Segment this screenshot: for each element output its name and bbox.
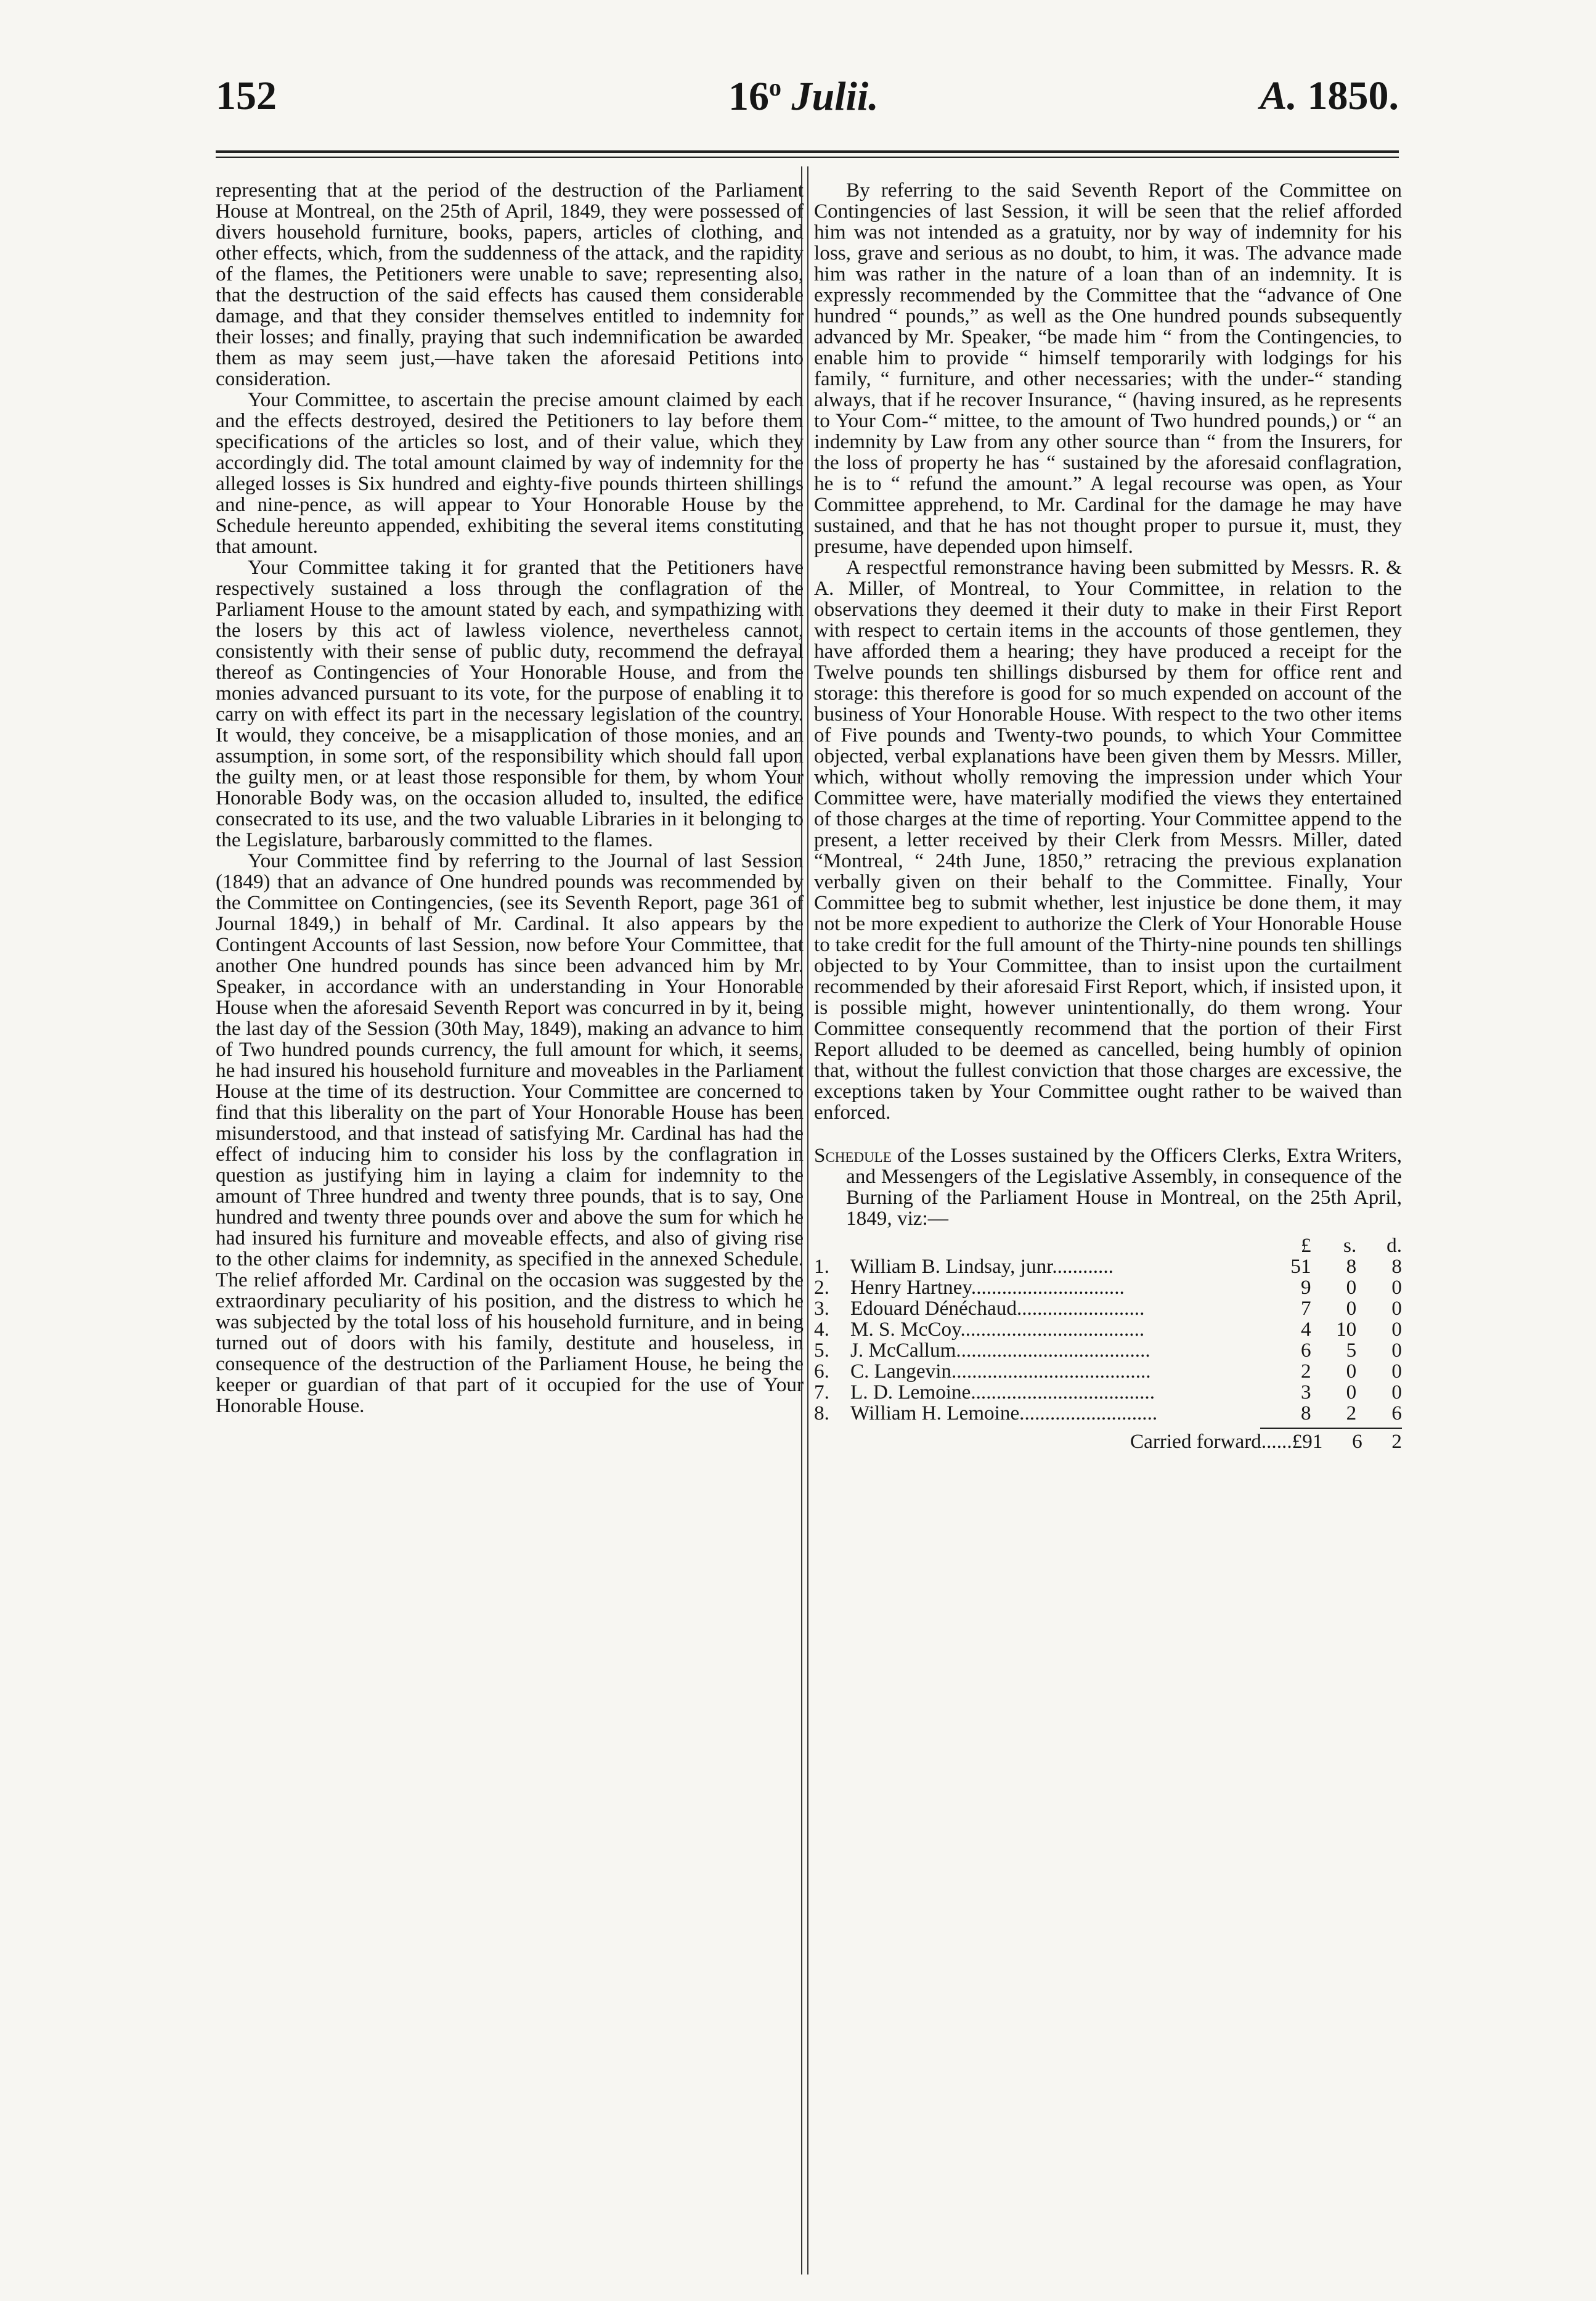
table-row: 3. Edouard Dénéchaud......................... 7 0 0 (814, 1297, 1402, 1320)
carried-forward-label: Carried forward......£91 (1130, 1430, 1323, 1453)
header-rule-thin (216, 157, 1399, 158)
page-header (216, 73, 1399, 128)
right-paragraph-1: By referring to the said Seventh Report of the Committee on Contingencies of last Session, it will be seen that the relief afforded him was not intended as a gratuity, nor by way of indemnity for his loss, grave and serious as no doubt, to him, it was. The advance made him was rather in the nature of a loan than of an indemnity. It is expressly recommended by the Committee that the “advance of One hundred “ pounds,” as well as the One hundred pounds subsequently advanced by Mr. Speaker, “be made him “ from the Contingencies, to enable him to provide “ himself temporarily with lodgings for his family, “ furniture, and other necessaries; with the under-“ standing always, that if he recover Insurance, “ (having insured, as he represents to Your Com-“ mittee, to the amount of Two hundred pounds,) or “ an indemnity by Law from any other source than “ from the Insurers, for the loss of property he has “ sustained by the aforesaid conflagration, he is to “ refund the amount.” A legal recourse was open, as Your Committee apprehend, to Mr. Cardinal for the damage he may have sustained, and that he has not thought proper to pursue it, must, they presume, have depended upon himself. (814, 179, 1402, 558)
header-rule-thick (216, 150, 1399, 153)
right-column (814, 180, 1402, 1452)
left-column (216, 180, 804, 1416)
table-row: 4. M. S. McCoy.................................... 4 10 0 (814, 1318, 1402, 1341)
schedule-caption (814, 1145, 1402, 1229)
table-row: 7. L. D. Lemoine.................................... 3 0 0 (814, 1381, 1402, 1404)
left-paragraph-2: Your Committee, to ascertain the precise amount claimed by each and the effects destroyed, desired the Petitioners to lay before them specifications of the articles so lost, and of their value, which they accordingly did. The total amount claimed by way of indemnity for the alleged losses is Six hundred and eighty-five pounds thirteen shillings and nine-pence, as will appear to Your Honorable House by the Schedule hereunto appended, exhibiting the several items constituting that amount. (216, 388, 804, 558)
date-superscript: o (769, 73, 781, 101)
left-paragraph-4: Your Committee find by referring to the Journal of last Session (1849) that an advance of One hundred pounds was recommended by the Committee on Contingencies, (see its Seventh Report, page 361 of Journal 1849,) in behalf of Mr. Cardinal. It also appears by the Contingent Accounts of last Session, now before Your Committee, that another One hundred pounds has since been advanced him by Mr. Speaker, in accordance with an understanding in Your Honorable House when the aforesaid Seventh Report was concurred in by it, being the last day of the Session (30th May, 1849), making an advance to him of Two hundred pounds currency, the full amount for which, it seems, he had insured his household furniture and moveables in the Parliament House at the time of its destruction. Your Committee are concerned to find that this liberality on the part of Your Honorable House has been misunderstood, and that instead of satisfying Mr. Cardinal has had the effect of inducing him to consider his loss by the conflagration in question as justifying him in laying a claim for indemnity to the amount of Three hundred and twenty three pounds, that is to say, One hundred and twenty three pounds over and above the sum for which he had insured his furniture and moveable effects, and also of giving rise to the other claims for indemnity, as specified in the annexed Schedule. The relief afforded Mr. Cardinal on the occasion was suggested by the extraordinary peculiarity of his position, and the distress to which he was subjected by the total loss of his household furniture, and in being turned out of doors with his family, destitute and houseless, in consequence of the destruction of the Parliament House, he being the keeper or guardian of that part of it occupied for the use of Your Honorable House. (216, 849, 804, 1417)
year-value: 1850. (1307, 73, 1399, 118)
table-row: 5. J. McCallum...................................... 6 5 0 (814, 1339, 1402, 1362)
shillings-header: s. (1343, 1234, 1357, 1257)
pounds-header: £ (1300, 1234, 1311, 1257)
table-row: 1. William B. Lindsay, junr............ 51 8 8 (814, 1255, 1402, 1278)
table-row: 2. Henry Hartney.............................. 9 0 0 (814, 1276, 1402, 1299)
table-row: 8. William H. Lemoine........................... 8 2 6 (814, 1402, 1402, 1424)
date-month: Julii. (791, 74, 879, 119)
header-date (728, 73, 879, 120)
date-day: 16 (728, 74, 769, 119)
schedule-table (814, 1235, 1402, 1424)
year-prefix: A. (1260, 73, 1297, 118)
left-paragraph-3: Your Committee taking it for granted that the Petitioners have respectively sustained a loss through the conflagration of the Parliament House to the amount stated by each, and sympathizing with the losers by this act of lawless violence, nevertheless cannot, consistently with their sense of public duty, recommend the defrayal thereof as Contingencies of Your Honorable House, and from the monies advanced pursuant to its vote, for the purpose of enabling it to carry on with effect its part in the necessary legislation of the country. It would, they conceive, be a misapplication of those monies, and an assumption, in some sort, of the responsibility which should fall upon the guilty men, or at least those responsible for them, by whom Your Honorable Body was, on the occasion alluded to, insulted, the edifice consecrated to its use, and the two valuable Libraries in it belonging to the Legislature, barbarously committed to the flames. (216, 556, 804, 851)
carried-forward-pence: 2 (1391, 1430, 1402, 1453)
carried-forward-shillings: 6 (1352, 1430, 1362, 1453)
page-number: 152 (216, 73, 277, 118)
pence-header: d. (1386, 1234, 1402, 1257)
left-paragraph-1: representing that at the period of the destruction of the Parliament House at Montreal, on the 25th of April, 1849, they were possessed of divers household furniture, books, papers, articles of clothing, and other effects, which, from the suddenness of the attack, and the rapidity of the flames, the Petitioners were unable to save; representing also, that the destruction of the said effects has caused them considerable damage, and that they consider themselves entitled to indemnity for their losses; and finally, praying that such indemnification be awarded them as may seem just,—have taken the aforesaid Petitions into consideration. (216, 179, 804, 390)
carried-forward (814, 1431, 1402, 1452)
table-row: 6. C. Langevin....................................... 2 0 0 (814, 1360, 1402, 1383)
schedule-caption-lead: Schedule (814, 1144, 892, 1167)
schedule-header-row (814, 1235, 1402, 1256)
right-paragraph-2: A respectful remonstrance having been submitted by Messrs. R. & A. Miller, of Montreal, to Your Committee, in relation to the observations they deemed it their duty to make in their First Report with respect to certain items in the accounts of those gentlemen, they have afforded them a hearing; they have produced a receipt for the Twelve pounds ten shillings disbursed by them for office rent and storage: this therefore is good for so much expended on account of the business of Your Honorable House. With respect to the two other items of Five pounds and Twenty-two pounds, to which Your Committee objected, verbal explanations have been given them by Messrs. Miller, which, without wholly removing the impression under which Your Committee were, have materially modified the views they entertained of those charges at the time of reporting. Your Committee append to the present, a letter received by their Clerk from Messrs. Miller, dated “Montreal, “ 24th June, 1850,” retracing the previous explanation verbally given on their behalf to the Committee. Finally, Your Committee beg to submit whether, lest injustice be done them, it may not be more expedient to authorize the Clerk of Your Honorable House to take credit for the full amount of the Thirty-nine pounds ten shillings objected to by Your Committee, than to insist upon the curtailment recommended by their aforesaid First Report, which, if insisted upon, it is possible might, however unintentionally, do them wrong. Your Committee consequently recommend that the portion of their First Report alluded to be deemed as cancelled, being humbly of opinion that, without the fullest conviction that those charges are excessive, the exceptions taken by Your Committee ought rather to be waived than enforced. (814, 556, 1402, 1124)
header-year (1260, 73, 1399, 120)
schedule-caption-text: of the Losses sustained by the Officers Clerks, Extra Writers, and Messengers of the Legislative Assembly, in consequence of the Burning of the Parliament House in Montreal, on the 25th April, 1849, viz:— (846, 1144, 1403, 1230)
total-rule (1260, 1428, 1402, 1429)
